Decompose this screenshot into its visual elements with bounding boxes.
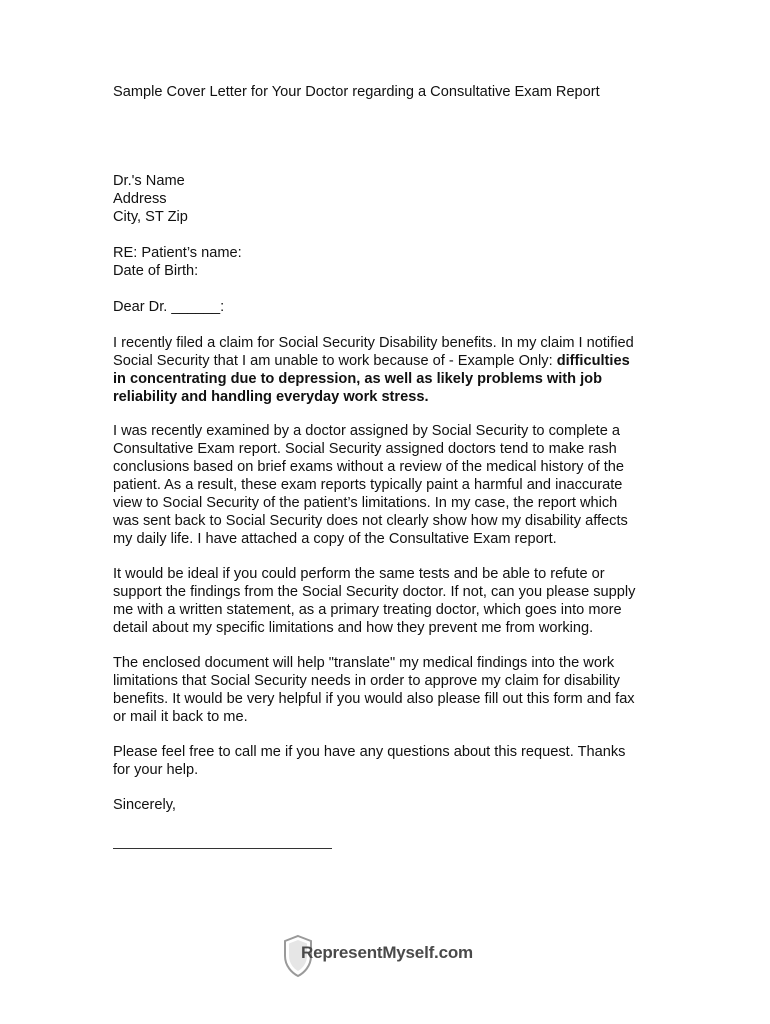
signature-line (113, 848, 332, 849)
address-line: Dr.'s Name (113, 173, 185, 189)
example-bold: reliability and handling everyday work stress. (113, 389, 429, 405)
text-line: view to Social Security of the patient’s limitations. In my case, the report which (113, 495, 618, 511)
paragraph-2 (113, 422, 673, 548)
text-line: The enclosed document will help "translate" my medical findings into the work (113, 655, 615, 671)
paragraph-1 (113, 334, 673, 406)
text-line: my daily life. I have attached a copy of the Consultative Exam report. (113, 531, 557, 547)
logo-text: RepresentMyself.com (301, 943, 473, 962)
text-line: Consultative Exam report. Social Security assigned doctors tend to make rash (113, 441, 617, 457)
re-line: RE: Patient’s name: (113, 245, 242, 261)
re-line: Date of Birth: (113, 263, 199, 279)
text-line: detail about my specific limitations and how they prevent me from working. (113, 620, 594, 636)
address-line: City, ST Zip (113, 209, 188, 225)
text-normal: Social Security that I am unable to work because of - Example Only: (113, 353, 557, 369)
salutation: Dear Dr. ______: (113, 299, 225, 315)
text-line (113, 352, 673, 370)
paragraph-4 (113, 654, 673, 726)
text-line: I recently filed a claim for Social Security Disability benefits. In my claim I notified (113, 335, 634, 351)
document-title: Sample Cover Letter for Your Doctor regarding a Consultative Exam Report (113, 84, 600, 100)
example-bold: in concentrating due to depression, as well as likely problems with job (113, 371, 602, 387)
closing: Sincerely, (113, 797, 176, 813)
paragraph-3 (113, 565, 673, 637)
example-bold: difficulties (556, 353, 630, 369)
text-line: or mail it back to me. (113, 709, 248, 725)
text-line: patient. As a result, these exam reports typically paint a harmful and inaccurate (113, 477, 623, 493)
text-line: for your help. (113, 762, 199, 778)
brand-logo (283, 934, 498, 978)
text-line: It would be ideal if you could perform the same tests and be able to refute or (113, 566, 605, 582)
recipient-address (113, 172, 673, 226)
text-line: me with a written statement, as a primary treating doctor, which goes into more (113, 602, 622, 618)
text-line: support the findings from the Social Security doctor. If not, can you please supply (113, 584, 636, 600)
text-line: I was recently examined by a doctor assigned by Social Security to complete a (113, 423, 620, 439)
text-line: was sent back to Social Security does not clearly show how my disability affects (113, 513, 628, 529)
address-line: Address (113, 191, 167, 207)
text-line: benefits. It would be very helpful if you would also please fill out this form and fax (113, 691, 635, 707)
paragraph-5 (113, 743, 673, 779)
text-line: conclusions based on brief exams without a review of the medical history of the (113, 459, 625, 475)
re-block (113, 244, 673, 280)
text-line: Please feel free to call me if you have any questions about this request. Thanks (113, 744, 626, 760)
text-line: limitations that Social Security needs in order to approve my claim for disability (113, 673, 620, 689)
